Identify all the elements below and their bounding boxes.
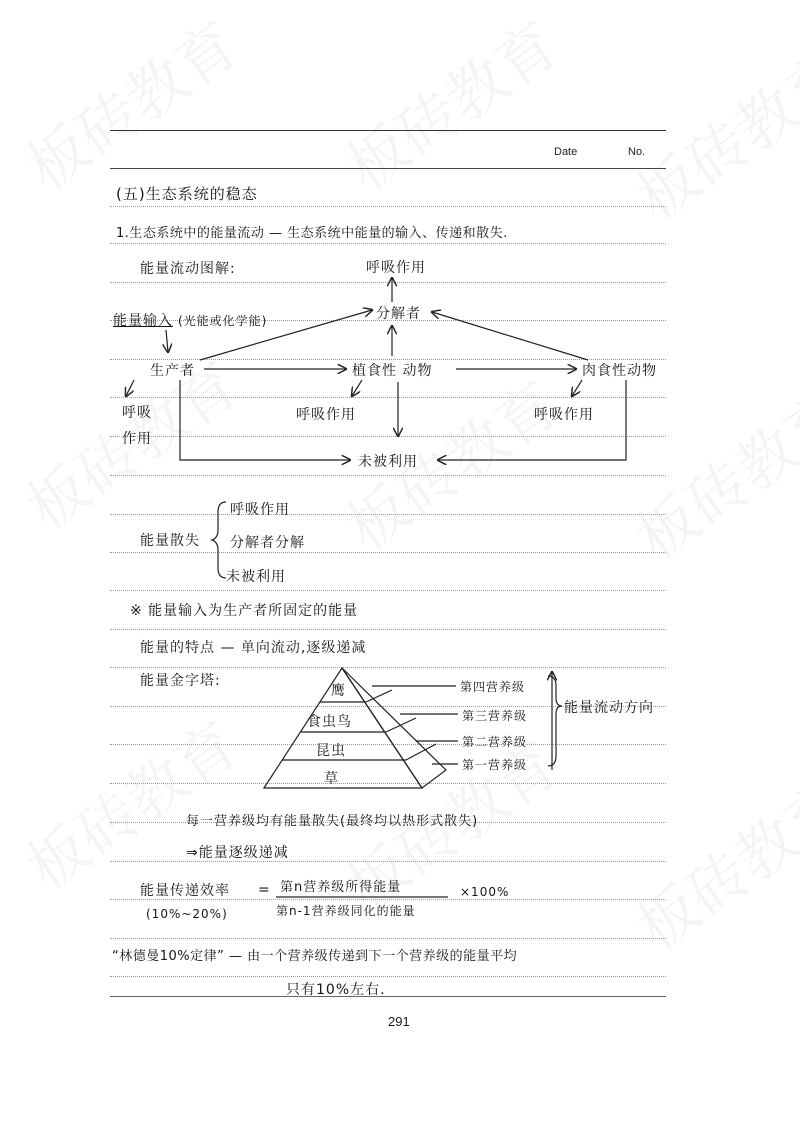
- respiration-left-label-2: 作用: [122, 431, 152, 447]
- pyramid-level-label: 鹰: [331, 683, 346, 699]
- respiration-left-label: 呼吸: [122, 405, 152, 421]
- direction-brace: [548, 676, 562, 766]
- energy-input-label: 能量输入: [113, 313, 173, 329]
- energy-characteristics: 能量的特点 — 单向流动,逐级递减: [140, 640, 367, 656]
- trophic-level-label: 第四营养级: [460, 680, 526, 694]
- efficiency-range: (10%~20%): [146, 907, 228, 921]
- pyramid-level-label: 昆虫: [316, 743, 346, 759]
- efficiency-numerator: 第n营养级所得能量: [280, 880, 402, 895]
- flow-diagram-title: 能量流动图解:: [140, 261, 236, 277]
- producer-node: 生产者: [150, 363, 195, 379]
- respiration-mid-label: 呼吸作用: [296, 407, 356, 423]
- lindeman-law-cont: 只有10%左右.: [286, 982, 386, 998]
- arrow-producer-unused: [180, 380, 350, 460]
- arrow-carnivore-unused: [438, 380, 626, 460]
- energy-input-note: (光能或化学能): [178, 314, 268, 328]
- arrow-carnivore-decomposer: [432, 312, 588, 360]
- energy-loss-item: 未被利用: [226, 569, 286, 585]
- energy-direction-label: 能量流动方向: [564, 700, 654, 716]
- loss-each-level: 每一营养级均有能量散失(最终均以热形式散失): [186, 814, 479, 829]
- point-1: 1.生态系统中的能量流动 — 生态系统中能量的输入、传递和散失.: [116, 226, 508, 241]
- efficiency-equals: =: [258, 882, 271, 898]
- conclusion: ⇒能量逐级递减: [186, 845, 289, 861]
- pyramid-level-label: 食虫鸟: [307, 714, 352, 730]
- lindeman-law: “林德曼10%定律” — 由一个营养级传递到下一个营养级的能量平均: [112, 949, 518, 964]
- carnivore-node: 肉食性动物: [582, 363, 657, 379]
- energy-loss-item: 呼吸作用: [230, 502, 290, 518]
- pyramid-tier-side: [406, 744, 436, 760]
- trophic-level-label: 第一营养级: [462, 758, 528, 772]
- respiration-top-label: 呼吸作用: [366, 260, 426, 276]
- arrow-producer-respiration: [126, 380, 134, 396]
- trophic-level-label: 第二营养级: [462, 735, 528, 749]
- page-number: 291: [388, 1014, 410, 1029]
- trophic-level-label: 第三营养级: [462, 709, 528, 723]
- pyramid-tier-side: [386, 718, 416, 732]
- efficiency-denominator: 第n-1营养级同化的能量: [276, 904, 416, 918]
- herbivore-node: 植食性 动物: [352, 363, 433, 379]
- section-title: (五)生态系统的稳态: [116, 185, 258, 203]
- note-fixed-energy: ※ 能量输入为生产者所固定的能量: [130, 603, 359, 619]
- energy-loss-brace: [212, 502, 226, 578]
- no-label: No.: [628, 146, 646, 158]
- arrow-input-producer: [166, 330, 168, 352]
- pyramid-title: 能量金字塔:: [140, 673, 221, 689]
- efficiency-multiplier: ×100%: [460, 885, 510, 899]
- arrow-herbivore-respiration: [352, 380, 362, 396]
- pyramid-level-label: 草: [324, 771, 339, 787]
- decomposer-node: 分解者: [376, 306, 421, 322]
- arrow-producer-decomposer: [200, 310, 372, 360]
- respiration-right-label: 呼吸作用: [534, 407, 594, 423]
- energy-loss-item: 分解者分解: [230, 535, 305, 551]
- unused-node: 未被利用: [358, 454, 418, 470]
- efficiency-label: 能量传递效率: [140, 883, 230, 899]
- arrow-carnivore-respiration: [572, 380, 582, 396]
- energy-loss-label: 能量散失: [140, 533, 200, 549]
- date-label: Date: [554, 146, 578, 158]
